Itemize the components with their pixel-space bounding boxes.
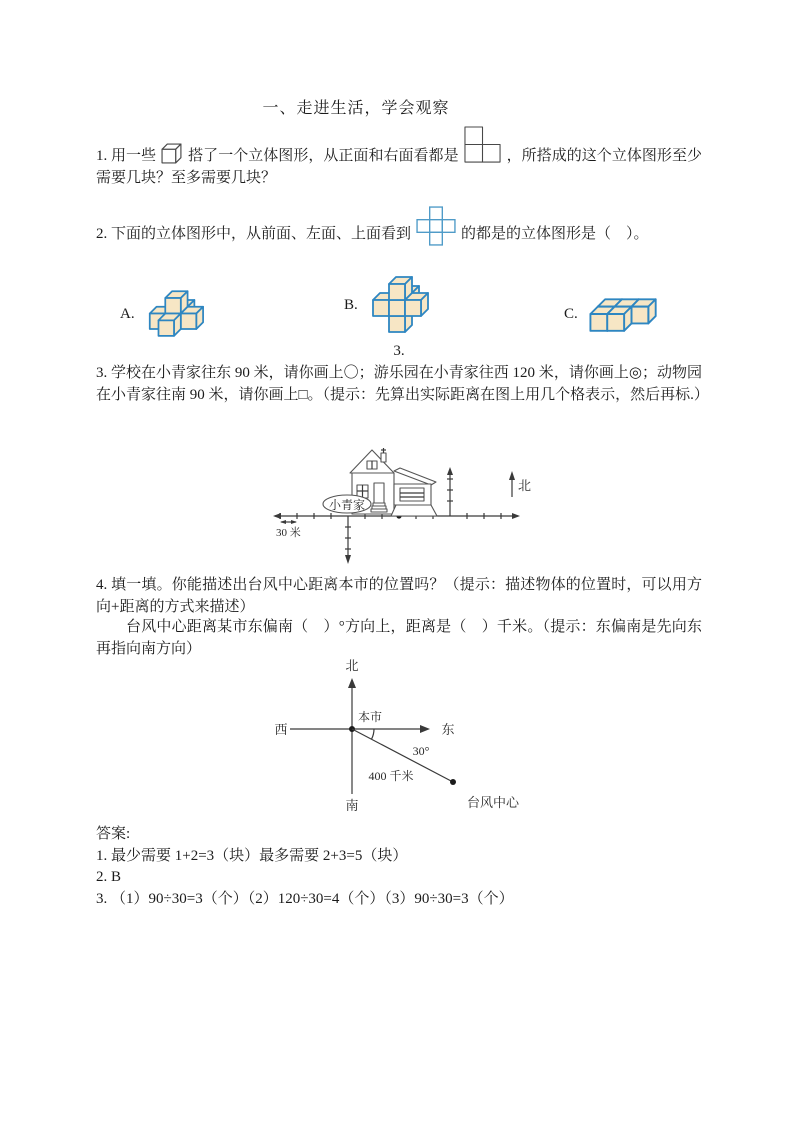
house-icon xyxy=(323,448,437,516)
map-north-axis xyxy=(447,467,453,516)
option-a-label: A. xyxy=(120,306,135,322)
compass-diagram xyxy=(262,654,534,818)
house-label: 小青家 xyxy=(329,498,366,512)
option-a xyxy=(120,290,206,339)
question-3: 3. 学校在小青家往东 90 米，请你画上〇；游乐园在小青家往西 120 米，请你画上◎；动物园在小青家往南 90 米，请你画上□。（提示：先算出实际距离在图上用几个格表示，然后再标.） xyxy=(96,365,709,403)
option-b-label: B. xyxy=(344,296,358,313)
compass-east-label: 东 xyxy=(441,722,455,737)
house-map-diagram xyxy=(250,441,540,571)
q2-text-1: 2. 下面的立体图形中，从前面、左面、上面看到 xyxy=(96,226,412,242)
option-b xyxy=(344,276,431,334)
east-arrow xyxy=(420,725,430,733)
answer-line-1: 1. 最少需要 1+2=3（块）最多需要 2+3=5（块） xyxy=(96,847,408,864)
angle-arc xyxy=(372,729,375,739)
question-1 xyxy=(96,126,702,189)
l-tromino-icon xyxy=(464,126,502,164)
axis-right-arrow xyxy=(512,513,520,519)
answer-line-3: 3. （1）90÷30=3（个）（2）120÷30=4（个）（3）90÷30=3（个） xyxy=(96,890,514,907)
compass-west-label: 西 xyxy=(274,722,288,737)
option-c-label: C. xyxy=(564,305,578,322)
answers-heading: 答案: xyxy=(96,826,131,842)
north-label: 北 xyxy=(518,478,532,493)
q1-text-1: 1. 用一些 xyxy=(96,148,157,164)
stray-item-number: 3. xyxy=(393,343,405,359)
options-row xyxy=(96,272,702,348)
option-c xyxy=(564,294,659,334)
distance-label: 400 千米 xyxy=(368,769,414,783)
typhoon-label: 台风中心 xyxy=(467,795,520,810)
q1-text-2: 搭了一个立体图形，从正面和右面看都是 xyxy=(188,148,459,164)
question-2 xyxy=(96,206,702,246)
answers-section xyxy=(96,824,702,910)
city-label: 本市 xyxy=(358,710,383,724)
typhoon-dot xyxy=(450,779,456,785)
scale-label: 30 米 xyxy=(276,527,301,539)
option-a-cubes xyxy=(142,290,206,339)
north-indicator xyxy=(509,471,531,497)
cube-icon xyxy=(161,143,183,164)
scale-indicator xyxy=(276,520,301,539)
q2-text-2: 的都是的立体图形是（ ）。 xyxy=(461,226,649,242)
north-arrow xyxy=(348,678,356,688)
map-south-axis xyxy=(345,516,351,564)
q1-text-3: ，所搭成的这个立体图形至少需要几块？至多需要几块？ xyxy=(96,148,702,186)
option-c-cubes xyxy=(585,294,659,334)
plus-pentomino-icon xyxy=(416,206,456,246)
option-b-cubes xyxy=(365,276,431,334)
angle-label: 30° xyxy=(412,744,430,758)
page-title: 一、走进生活，学会观察 xyxy=(262,100,450,117)
answer-line-2: 2. B xyxy=(96,869,122,885)
question-4-fill-blank: 台风中心距离某市东偏南（ ）°方向上，距离是（ ）千米。（提示：东偏南是先向东再指向南方向） xyxy=(96,619,702,657)
question-4: 4. 填一填。你能描述出台风中心距离本市的位置吗？（提示：描述物体的位置时，可以用方向+距离的方式来描述） xyxy=(96,577,702,615)
compass-north-label: 北 xyxy=(345,658,359,673)
compass-south-label: 南 xyxy=(345,798,359,813)
